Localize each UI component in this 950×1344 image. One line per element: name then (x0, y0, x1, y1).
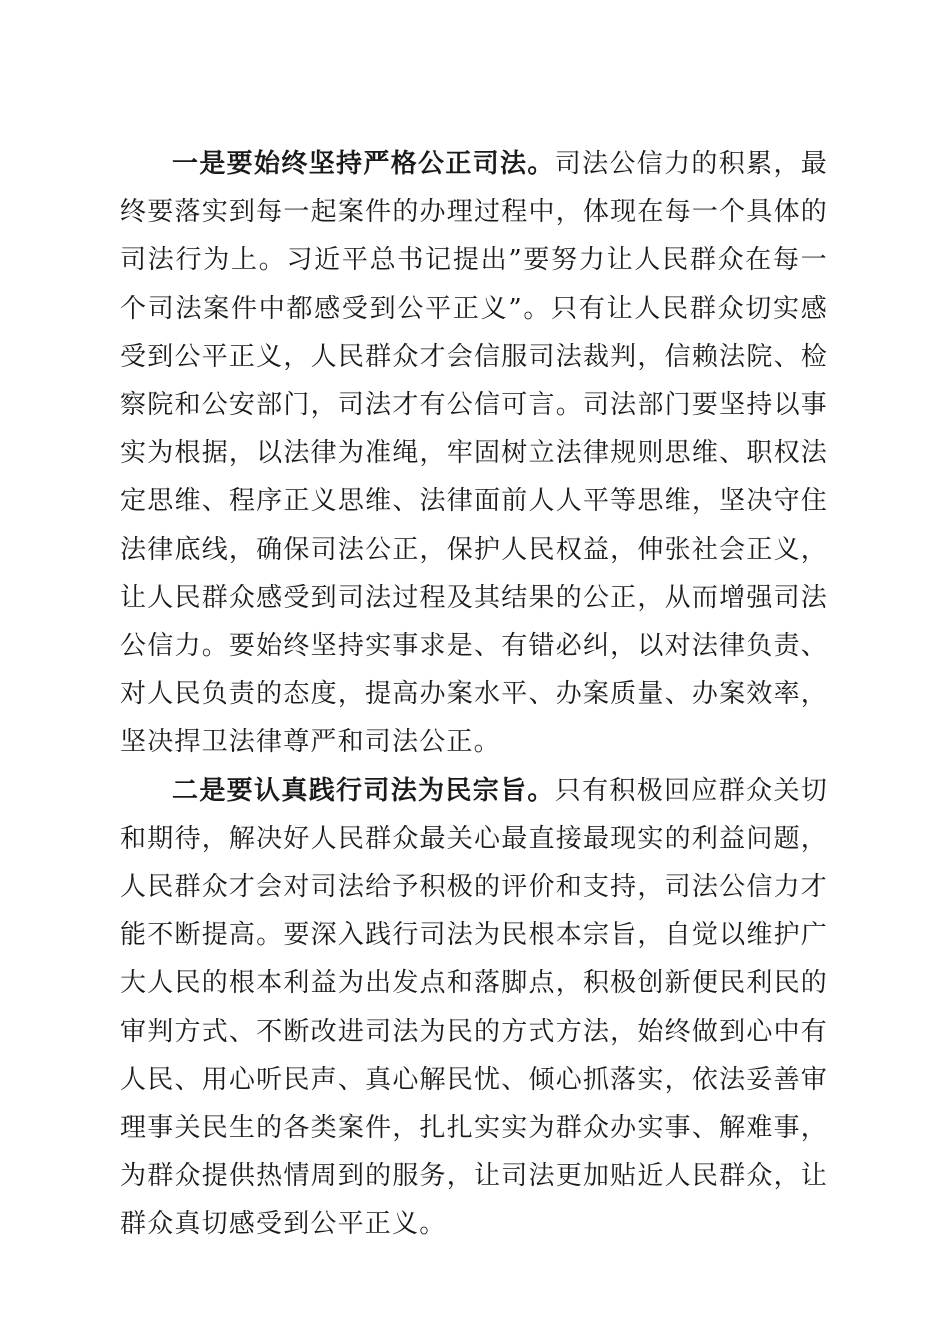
paragraph-lead: 一是要始终坚持严格公正司法。 (172, 149, 555, 179)
paragraph-text: 只有积极回应群众关切和期待，解决好人民群众最关心最直接最现实的利益问题，人民群众才会对司法给予积极的评价和支持，司法公信力才能不断提高。要深入践行司法为民根本宗旨，自觉以维护广大人民的根本利益为出发点和落脚点，积极创新便民利民的审判方式、不断改进司法为民的方式方法，始终做到心中有人民、用心听民声、真心解民忧、倾心抓落实，依法妥善审理事关民生的各类案件，扎扎实实为群众办实事、解难事，为群众提供热情周到的服务，让司法更加贴近人民群众，让群众真切感受到公平正义。 (120, 775, 828, 1240)
paragraph-strict-justice (120, 140, 828, 767)
paragraph-justice-for-people (120, 767, 828, 1249)
paragraph-text: 司法公信力的积累，最终要落实到每一起案件的办理过程中，体现在每一个具体的司法行为上。习近平总书记提出”要努力让人民群众在每一个司法案件中都感受到公平正义”。只有让人民群众切实感受到公平正义，人民群众才会信服司法裁判，信赖法院、检察院和公安部门，司法才有公信可言。司法部门要坚持以事实为根据，以法律为准绳，牢固树立法律规则思维、职权法定思维、程序正义思维、法律面前人人平等思维，坚决守住法律底线，确保司法公正，保护人民权益，伸张社会正义，让人民群众感受到司法过程及其结果的公正，从而增强司法公信力。要始终坚持实事求是、有错必纠，以对法律负责、对人民负责的态度，提高办案水平、办案质量、办案效率，坚决捍卫法律尊严和司法公正。 (120, 149, 828, 758)
document-body (120, 140, 828, 1249)
paragraph-lead: 二是要认真践行司法为民宗旨。 (172, 775, 555, 806)
